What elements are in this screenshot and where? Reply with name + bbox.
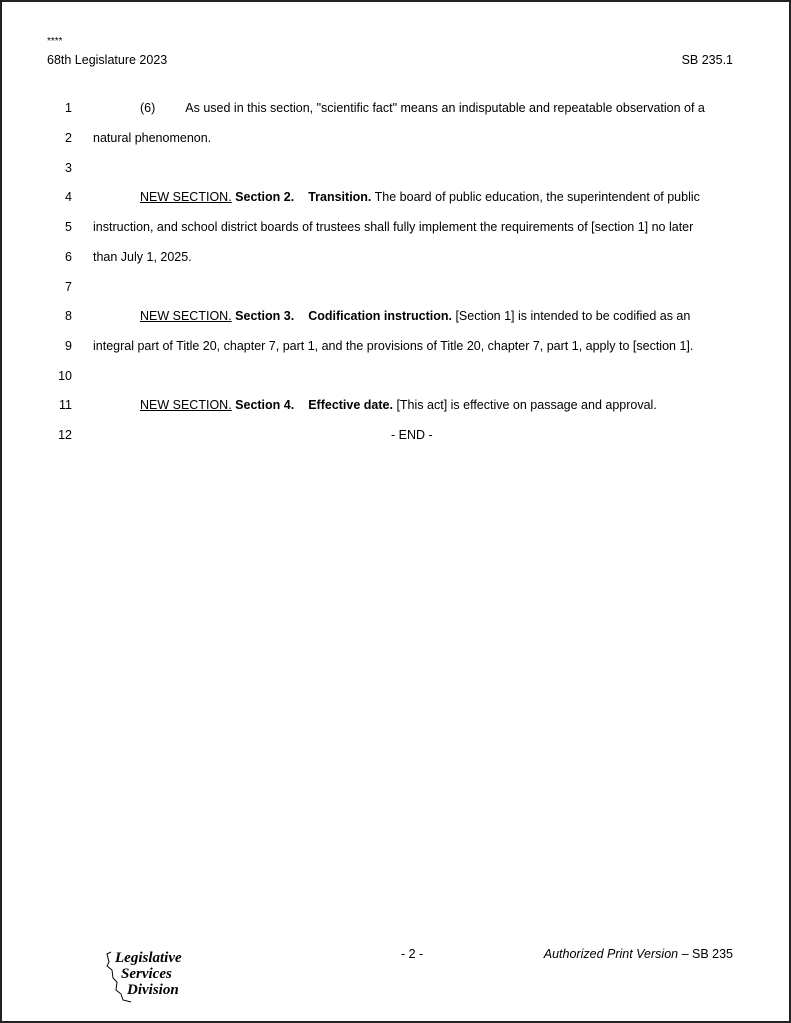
new-section-marker: NEW SECTION. [140,398,232,412]
line-number: 2 [65,131,72,145]
line-body: natural phenomenon. [93,131,212,145]
section-number: Section 2. [235,190,295,204]
line-number: 6 [65,250,72,264]
bill-line [2,398,789,418]
line-number: 7 [65,280,72,294]
bill-line [2,220,789,240]
line-number: 8 [65,309,72,323]
print-version-label: Authorized Print Version [543,947,679,961]
bill-line [2,250,789,270]
end-marker: - END - [391,428,433,442]
subsection-label: (6) [140,101,156,115]
line-body: than July 1, 2025. [93,250,192,264]
line-number: 12 [58,428,72,442]
section-title: Transition. [308,190,372,204]
line-body: instruction, and school district boards of trustees shall fully implement the requirements of [section 1] no later [93,220,694,234]
section-title: Effective date. [308,398,393,412]
bill-line [2,190,789,210]
line-body: integral part of Title 20, chapter 7, part 1, and the provisions of Title 20, chapter 7, part 1, apply to [section 1]. [93,339,694,353]
bill-line [2,369,789,389]
line-body: The board of public education, the superintendent of public [374,190,700,204]
session-label: 68th Legislature 2023 [47,53,168,67]
line-number: 5 [65,220,72,234]
new-section-marker: NEW SECTION. [140,190,232,204]
line-number: 4 [65,190,72,204]
line-text [140,309,690,323]
line-text [140,190,700,204]
line-number: 3 [65,161,72,175]
header-stars: **** [47,36,63,47]
bill-line [2,339,789,359]
bill-line [2,280,789,300]
bill-line [2,101,789,121]
logo-line-services: Services [121,966,172,982]
line-number: 9 [65,339,72,353]
line-body: As used in this section, "scientific fact" means an indisputable and repeatable observation of a [185,101,705,115]
bill-id: SB 235.1 [681,53,733,67]
bill-line [2,131,789,151]
bill-line [2,309,789,329]
section-number: Section 4. [235,398,295,412]
line-number: 1 [65,101,72,115]
line-number: 10 [58,369,72,383]
line-body: [Section 1] is intended to be codified as an [455,309,691,323]
line-text [140,101,705,115]
bill-line [2,161,789,181]
print-version-suffix: – SB 235 [678,947,733,961]
page-number: - 2 - [401,947,424,961]
section-title: Codification instruction. [308,309,452,323]
print-version [544,947,733,961]
legislative-services-logo [103,948,203,1004]
line-body: [This act] is effective on passage and approval. [396,398,657,412]
logo-line-legislative: Legislative [115,950,182,966]
line-number: 11 [59,398,72,412]
new-section-marker: NEW SECTION. [140,309,232,323]
section-number: Section 3. [235,309,295,323]
logo-line-division: Division [127,982,179,998]
line-text [140,398,657,412]
bill-line [2,428,789,448]
